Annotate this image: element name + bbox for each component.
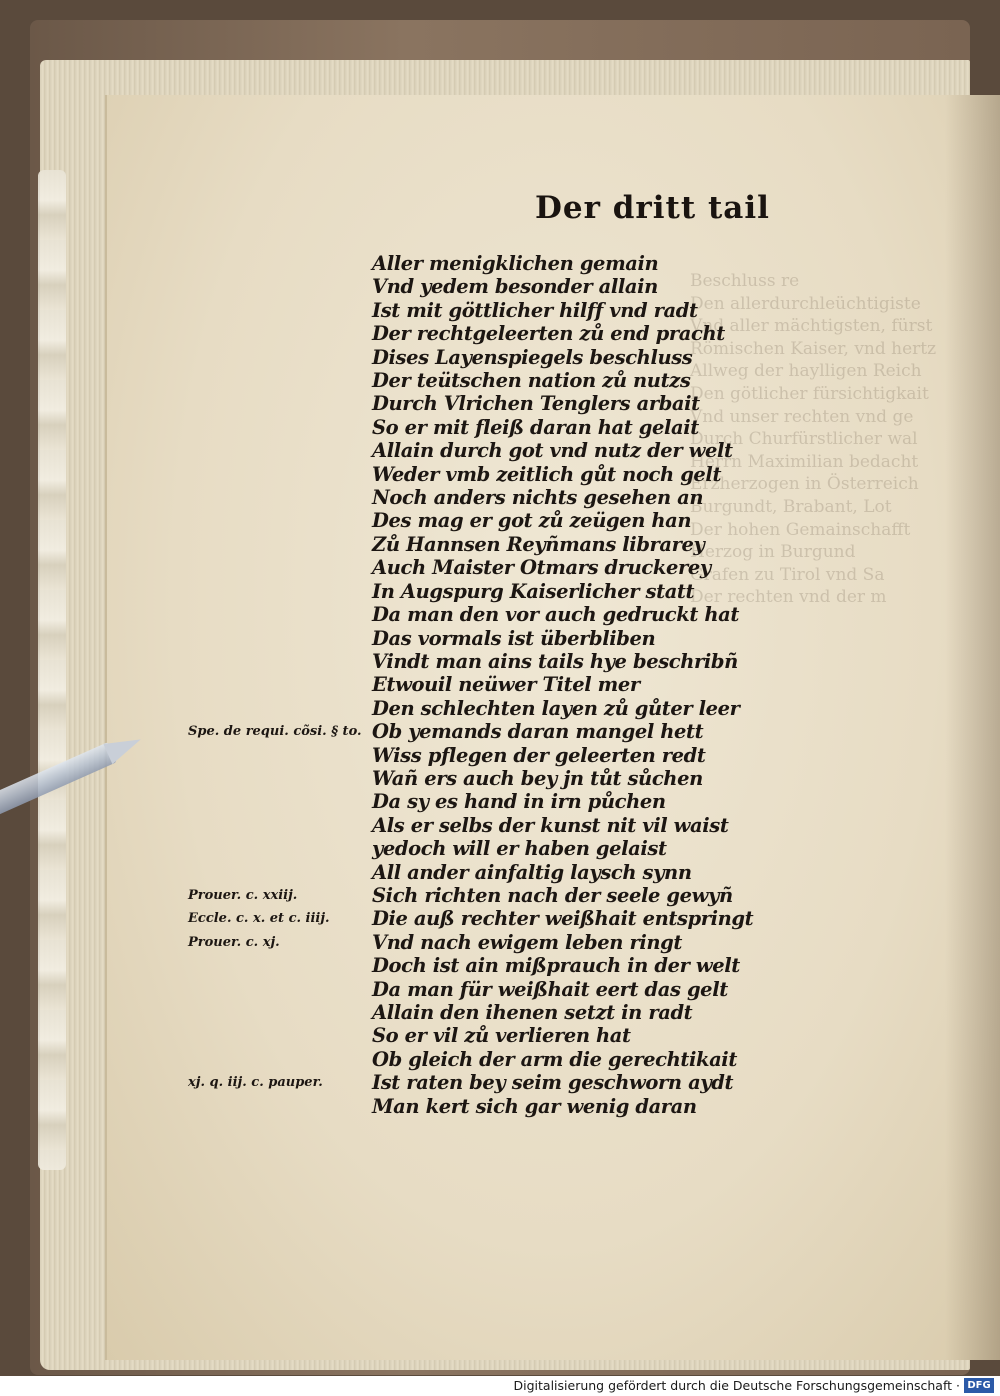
verse-line: Die auß rechter weißhait entspringt <box>372 907 754 931</box>
verse-line: Des mag er got zů zeügen han <box>372 509 692 533</box>
verse-line: Da man den vor auch gedruckt hat <box>372 603 739 627</box>
verse-line: Aller menigklichen gemain <box>372 252 659 275</box>
verse-line: Vnd yedem besonder allain <box>372 275 658 299</box>
verse-line: Allain den ihenen setzt in radt <box>372 1001 693 1024</box>
verse-column <box>372 252 753 1118</box>
verse-line: Als er selbs der kunst nit vil waist <box>372 813 729 837</box>
margin-note: Prouer. c. xj. <box>188 934 280 950</box>
verse-line: Noch anders nichts gesehen an <box>372 486 704 510</box>
margin-note: Prouer. c. xxiij. <box>188 887 298 903</box>
dfg-logo[interactable]: DFG <box>964 1378 994 1393</box>
verse-line: Ob yemands daran mangel hett <box>372 720 704 744</box>
verse-line: Vnd nach ewigem leben ringt <box>372 930 682 954</box>
verse-line: All ander ainfaltig laysch synn <box>372 860 692 884</box>
verse-line: Wañ ers auch bey jn tůt sůchen <box>372 766 703 790</box>
verse-line: Allain durch got vnd nutz der welt <box>372 439 733 463</box>
footer-credit: Digitalisierung gefördert durch die Deutsche Forschungsgemeinschaft · <box>513 1378 960 1393</box>
verse-line: Etwouil neüwer Titel mer <box>372 673 640 697</box>
verse-line: Durch Vlrichen Tenglers arbait <box>372 392 700 416</box>
verse-line: Ist mit göttlicher hilff vnd radt <box>372 298 698 322</box>
verse-line: Ist raten bey seim geschworn aydt <box>372 1071 734 1095</box>
verse-line: Den schlechten layen zů gůter leer <box>372 696 740 720</box>
verse-line: Da sy es hand in irn půchen <box>372 790 666 814</box>
verse-line: So er mit fleiß daran hat gelait <box>372 415 699 439</box>
verse-line: Das vormals ist überbliben <box>372 626 656 650</box>
spine-shadow <box>945 95 1000 1360</box>
running-head: Der dritt tail <box>535 190 770 226</box>
verse-line: yedoch will er haben gelaist <box>372 837 667 861</box>
verse-line: Der teütschen nation zů nutzs <box>372 369 691 393</box>
verse-line: Ob gleich der arm die gerechtikait <box>372 1047 737 1071</box>
verse-line: So er vil zů verlieren hat <box>372 1024 631 1048</box>
verse-line: Auch Maister Otmars druckerey <box>372 556 711 580</box>
torn-page-edges <box>38 170 66 1170</box>
verse-line: Vindt man ains tails hye beschribñ <box>372 649 738 673</box>
verse-line: Weder vmb zeitlich gůt noch gelt <box>372 462 722 486</box>
margin-note: xj. q. iij. c. pauper. <box>188 1075 323 1090</box>
verse-line: Sich richten nach der seele gewyñ <box>372 883 733 907</box>
verse-line: Wiss pflegen der geleerten redt <box>372 743 706 767</box>
margin-note: Spe. de requi. cõsi. § to. <box>188 724 362 739</box>
verse-line: In Augspurg Kaiserlicher statt <box>372 579 695 603</box>
verse-line: Doch ist ain mißprauch in der welt <box>372 954 740 978</box>
footer-bar <box>0 1376 1000 1396</box>
verse-line: Da man für weißhait eert das gelt <box>372 977 728 1001</box>
verse-line: Dises Layenspiegels beschluss <box>372 345 693 369</box>
verse-line: Man kert sich gar wenig daran <box>372 1094 697 1118</box>
margin-note: Eccle. c. x. et c. iiij. <box>188 911 330 927</box>
verse-line: Zů Hannsen Reyñmans librarey <box>372 532 705 556</box>
verse-line: Der rechtgeleerten zů end pracht <box>372 322 725 346</box>
